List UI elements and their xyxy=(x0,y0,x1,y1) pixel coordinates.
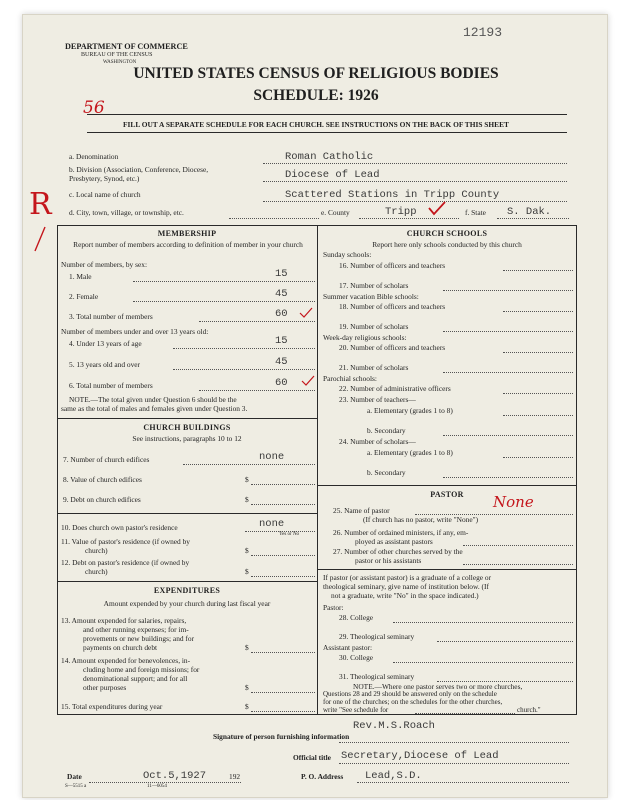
q30-line xyxy=(393,662,573,663)
pastor-note-line4: write "See schedule for xyxy=(323,706,389,714)
q1-value: 15 xyxy=(275,268,288,280)
bureau-name: BUREAU OF THE CENSUS xyxy=(81,52,153,58)
date-value: Oct.5,1927 xyxy=(143,770,207,782)
parochial-schools-label: Parochial schools: xyxy=(323,374,377,383)
q21-label: 21. Number of scholars xyxy=(339,363,409,372)
q3-line xyxy=(199,321,315,322)
membership-note-line1: NOTE.—The total given under Question 6 should be the xyxy=(69,395,237,404)
city-label: d. City, town, village, or township, etc. xyxy=(69,208,184,217)
denomination-value: Roman Catholic xyxy=(285,151,374,163)
expenditures-heading: EXPENDITURES xyxy=(153,586,221,595)
date-label: Date xyxy=(67,772,82,781)
membership-heading: MEMBERSHIP xyxy=(157,229,217,238)
q4-label: 4. Under 13 years of age xyxy=(69,339,142,348)
q7-value: none xyxy=(259,451,285,463)
buildings-rule xyxy=(57,418,317,419)
official-title-line xyxy=(339,763,569,764)
city-name: WASHINGTON xyxy=(103,60,137,65)
schools-heading: CHURCH SCHOOLS xyxy=(406,229,488,238)
q11-label-line1: 11. Value of pastor's residence (if owned by xyxy=(61,537,190,546)
q14-dollar: $ xyxy=(245,683,249,692)
pastor-note-line xyxy=(415,713,515,714)
q22-label: 22. Number of administrative officers xyxy=(339,384,451,393)
q21-line xyxy=(443,372,573,373)
membership-note-line2: same as the total of males and females given under Question 3. xyxy=(61,404,248,413)
q12-dollar: $ xyxy=(245,567,249,576)
q2-line xyxy=(133,301,315,302)
membership-intro: Report number of members according to definition of member in your church xyxy=(73,240,303,249)
q20-label: 20. Number of officers and teachers xyxy=(339,343,446,352)
q14-label-line2: cluding home and foreign missions; for xyxy=(83,665,200,674)
q3-check-mark xyxy=(299,307,313,319)
q25-label: 25. Name of pastor xyxy=(333,506,390,515)
division-value: Diocese of Lead xyxy=(285,169,380,181)
official-title-value: Secretary,Diocese of Lead xyxy=(341,750,499,762)
q5-line xyxy=(173,369,315,370)
q29-label: 29. Theological seminary xyxy=(339,632,415,641)
q5-label: 5. 13 years old and over xyxy=(69,360,141,369)
po-address-value: Lead,S.D. xyxy=(365,770,422,782)
q16-line xyxy=(503,270,573,271)
date-line xyxy=(89,782,241,783)
q25-value: None xyxy=(493,493,534,511)
q4-value: 15 xyxy=(275,335,288,347)
q15-line xyxy=(251,711,315,712)
q19-line xyxy=(443,331,573,332)
q9-label: 9. Debt on church edifices xyxy=(63,495,141,504)
q2-label: 2. Female xyxy=(69,292,99,301)
q17-line xyxy=(443,290,573,291)
department-name: DEPARTMENT OF COMMERCE xyxy=(65,42,188,51)
q20-line xyxy=(503,352,573,353)
q14-label-line4: other purposes xyxy=(83,683,127,692)
signature-label: Signature of person furnishing information xyxy=(213,732,350,741)
red-pencil-stroke xyxy=(31,225,51,255)
buildings-heading: CHURCH BUILDINGS xyxy=(143,423,231,432)
q11-line xyxy=(251,555,315,556)
state-label: f. State xyxy=(465,208,486,217)
q13-dollar: $ xyxy=(245,643,249,652)
denomination-label: a. Denomination xyxy=(69,152,119,161)
q27-label-line1: 27. Number of other churches served by the xyxy=(333,547,463,556)
q24a-line xyxy=(503,457,573,458)
q13-label-line4: payments on church debt xyxy=(83,643,158,652)
expenditures-sub: Amount expended by your church during last fiscal year xyxy=(103,599,271,608)
q14-label-line3: denominational support; and for all xyxy=(83,674,188,683)
q28-label: 28. College xyxy=(339,613,374,622)
q4-line xyxy=(173,348,315,349)
pastor-rule xyxy=(317,485,577,486)
by-age-label: Number of members under and over 13 years old: xyxy=(61,327,209,336)
buildings-sub: See instructions, paragraphs 10 to 12 xyxy=(132,434,242,443)
graduate-rule xyxy=(317,569,577,570)
graduate-note-line2: theological seminary, give name of institution below. (If xyxy=(323,582,489,591)
form-title: UNITED STATES CENSUS OF RELIGIOUS BODIES xyxy=(133,65,499,82)
q2-value: 45 xyxy=(275,288,288,300)
q24-label: 24. Number of scholars— xyxy=(339,437,416,446)
q13-label-line1: 13. Amount expended for salaries, repairs, xyxy=(61,616,187,625)
q8-label: 8. Value of church edifices xyxy=(63,475,142,484)
q1-line xyxy=(133,281,315,282)
q7-label: 7. Number of church edifices xyxy=(63,455,150,464)
q10-value: none xyxy=(259,518,285,530)
q8-line xyxy=(251,484,315,485)
q11-dollar: $ xyxy=(245,546,249,555)
q11-label-line2: church) xyxy=(85,546,108,555)
county-value: Tripp xyxy=(385,206,417,218)
q12-label-line1: 12. Debt on pastor's residence (if owned by xyxy=(61,558,190,567)
column-divider xyxy=(317,225,318,715)
county-line xyxy=(359,218,459,219)
assistant-pastor-label: Assistant pastor: xyxy=(323,643,373,652)
division-label: b. Division (Association, Conference, Diocese, Presbytery, Synod, etc.) xyxy=(69,165,209,183)
q9-line xyxy=(251,504,315,505)
q13-label-line2: and other running expenses; for im- xyxy=(83,625,189,634)
county-label: e. County xyxy=(321,208,350,217)
q13-line xyxy=(251,652,315,653)
q19-label: 19. Number of scholars xyxy=(339,322,409,331)
po-address-label: P. O. Address xyxy=(301,772,344,781)
county-check-mark xyxy=(427,201,447,217)
q17-label: 17. Number of scholars xyxy=(339,281,409,290)
sunday-schools-label: Sunday schools: xyxy=(323,250,372,259)
q23b-line xyxy=(443,435,573,436)
q3-value: 60 xyxy=(275,308,288,320)
date-year-suffix: 192 xyxy=(229,772,241,781)
expenditures-rule xyxy=(57,581,317,582)
header-rule-bottom xyxy=(87,132,567,133)
q13-label-line3: provements or new buildings; and for xyxy=(83,634,195,643)
q3-label: 3. Total number of members xyxy=(69,312,153,321)
print-number: 11—6054 xyxy=(147,784,167,789)
q6-value: 60 xyxy=(275,377,288,389)
q23-label: 23. Number of teachers— xyxy=(339,395,416,404)
signature-line xyxy=(339,742,569,743)
q12-label-line2: church) xyxy=(85,567,108,576)
q26-label-line1: 26. Number of ordained ministers, if any, em- xyxy=(333,528,469,537)
pastor-heading: PASTOR xyxy=(430,490,464,499)
church-name-label: c. Local name of church xyxy=(69,190,141,199)
division-line xyxy=(263,181,567,182)
q30-label: 30. College xyxy=(339,653,374,662)
q24a-label: a. Elementary (grades 1 to 8) xyxy=(367,448,453,457)
q25-hint: (If church has no pastor, write "None") xyxy=(363,515,479,524)
q29-line xyxy=(437,641,573,642)
graduate-note-line3: not a graduate, write "No" in the space indicated.) xyxy=(331,591,479,600)
q14-line xyxy=(251,692,315,693)
q18-label: 18. Number of officers and teachers xyxy=(339,302,446,311)
q18-line xyxy=(503,311,573,312)
q14-label-line1: 14. Amount expended for benevolences, in- xyxy=(61,656,191,665)
handwritten-number: 56 xyxy=(83,98,105,118)
weekday-schools-label: Week-day religious schools: xyxy=(323,333,407,342)
official-title-label: Official title xyxy=(293,753,331,762)
q26-label-line2: ployed as assistant pastors xyxy=(355,537,433,546)
pastor-note-line3: for one of the churches; on the schedules for the other churches, xyxy=(323,698,503,706)
denomination-line xyxy=(263,163,567,164)
q27-label-line2: pastor or his assistants xyxy=(355,556,422,565)
q27-line xyxy=(463,564,573,565)
pastor-sub-label: Pastor: xyxy=(323,603,344,612)
q8-dollar: $ xyxy=(245,475,249,484)
q6-check-mark xyxy=(301,375,315,387)
q26-line xyxy=(463,545,573,546)
q1-label: 1. Male xyxy=(69,272,92,281)
serial-number: 12193 xyxy=(463,25,503,40)
church-name-value: Scattered Stations in Tripp County xyxy=(285,189,500,201)
q31-label: 31. Theological seminary xyxy=(339,672,415,681)
q23a-line xyxy=(503,415,573,416)
schedule-year: SCHEDULE: 1926 xyxy=(253,87,379,104)
q9-dollar: $ xyxy=(245,495,249,504)
q24b-line xyxy=(443,477,573,478)
schools-intro: Report here only schools conducted by this church xyxy=(372,240,522,249)
summer-schools-label: Summer vacation Bible schools: xyxy=(323,292,419,301)
q5-value: 45 xyxy=(275,356,288,368)
po-address-line xyxy=(357,782,569,783)
q7-line xyxy=(183,464,315,465)
q12-line xyxy=(251,576,315,577)
q15-label: 15. Total expenditures during year xyxy=(61,702,163,711)
header-rule-top xyxy=(87,114,567,115)
q10-label: 10. Does church own pastor's residence xyxy=(61,523,178,532)
q23a-label: a. Elementary (grades 1 to 8) xyxy=(367,406,453,415)
q15-dollar: $ xyxy=(245,702,249,711)
state-value: S. Dak. xyxy=(507,206,552,218)
signature-value: Rev.M.S.Roach xyxy=(353,720,435,732)
q23b-label: b. Secondary xyxy=(367,426,406,435)
census-schedule-sheet xyxy=(22,14,608,798)
residence-rule xyxy=(57,513,317,514)
q28-line xyxy=(393,622,573,623)
pastor-note-line1: NOTE.—Where one pastor serves two or more churches, xyxy=(353,682,523,691)
q24b-label: b. Secondary xyxy=(367,468,406,477)
state-line xyxy=(497,218,569,219)
pastor-note-line5: church." xyxy=(517,706,541,714)
graduate-note-line1: If pastor (or assistant pastor) is a graduate of a college or xyxy=(323,573,492,582)
q16-label: 16. Number of officers and teachers xyxy=(339,261,446,270)
handwritten-r-mark: R xyxy=(29,187,52,222)
q6-label: 6. Total number of members xyxy=(69,381,153,390)
church-name-line xyxy=(263,201,567,202)
q22-line xyxy=(503,393,573,394)
q6-line xyxy=(199,390,315,391)
instruction-line: FILL OUT A SEPARATE SCHEDULE FOR EACH CHURCH. SEE INSTRUCTIONS ON THE BACK OF THIS SHEET xyxy=(123,120,509,129)
city-line xyxy=(229,218,319,219)
q10-hint: Yes or No xyxy=(279,532,300,537)
by-sex-label: Number of members, by sex: xyxy=(61,260,147,269)
pastor-note-line2: Questions 28 and 29 should be answered only on the schedule xyxy=(323,690,497,698)
form-number: S—5515 a xyxy=(65,784,87,789)
